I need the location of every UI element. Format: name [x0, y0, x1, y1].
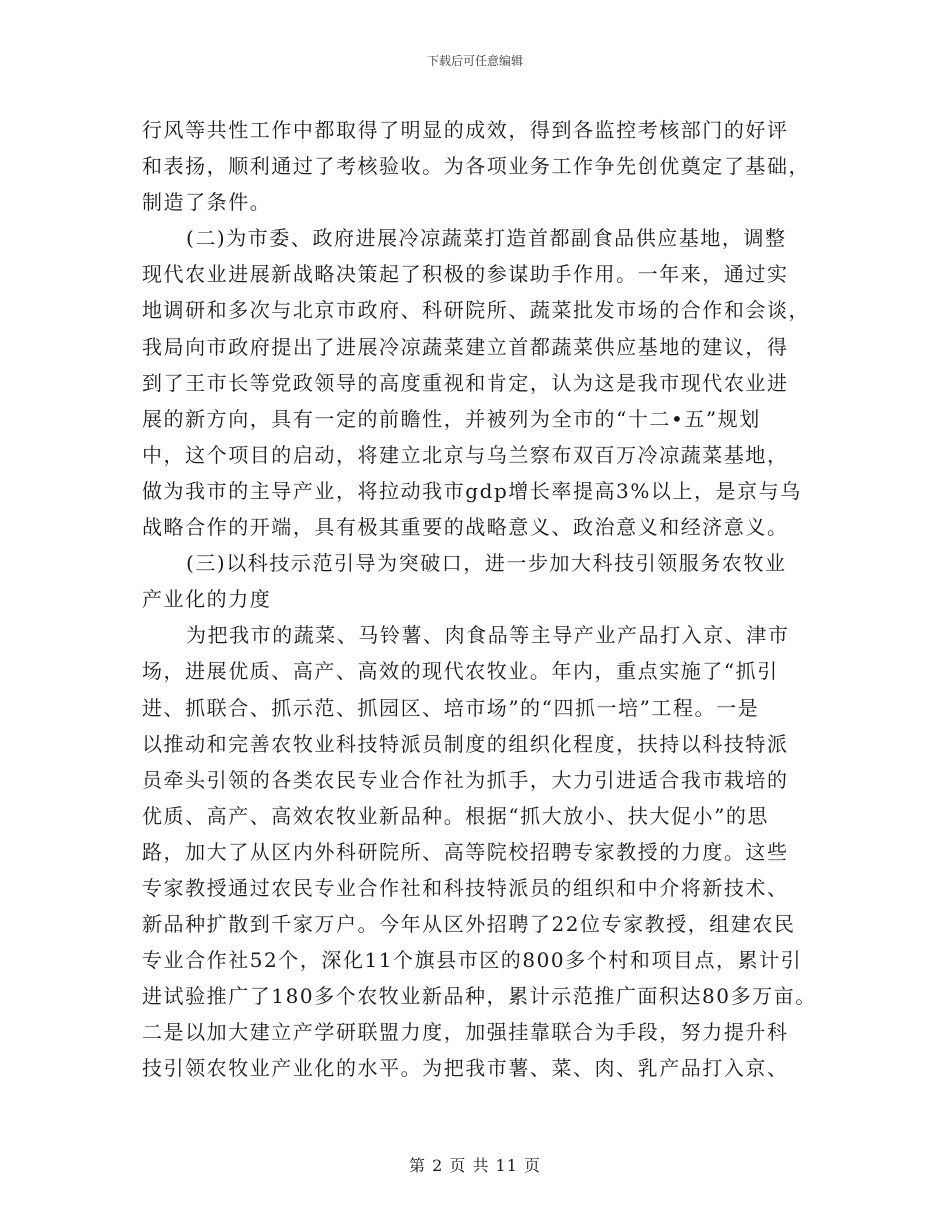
text-line: 战略合作的开端，具有极其重要的战略意义、政治意义和经济意义。: [142, 515, 789, 540]
text-line: (二)为市委、政府进展冷凉蔬菜打造首都副食品供应基地，调整: [186, 226, 787, 251]
text-line: (三)以科技示范引导为突破口，进一步加大科技引领服务农牧业: [186, 551, 787, 576]
text-line: 技引领农牧业产业化的水平。为把我市薯、菜、肉、乳产品打入京、: [142, 1056, 789, 1081]
text-line: 路，加大了从区内外科研院所、高等院校招聘专家教授的力度。这些: [142, 839, 789, 864]
text-line: 行风等共性工作中都取得了明显的成效，得到各监控考核部门的好评: [142, 118, 789, 142]
text-line: 专家教授通过农民专业合作社和科技特派员的组织和中介将新技术、: [142, 875, 789, 900]
text-line: 我局向市政府提出了进展冷凉蔬菜建立首都蔬菜供应基地的建议，得: [142, 334, 789, 359]
text-line: 二是以加大建立产学研联盟力度，加强挂靠联合为手段，努力提升科: [142, 1020, 789, 1045]
text-line: 展的新方向，具有一定的前瞻性，并被列为全市的“十二•五”规划: [142, 406, 761, 431]
text-line: 优质、高产、高效农牧业新品种。根据“抓大放小、扶大促小”的思: [142, 803, 769, 828]
text-line: 产业化的力度: [142, 587, 272, 612]
text-line: 做为我市的主导产业，将拉动我市gdp增长率提高3%以上，是京与乌: [142, 478, 802, 503]
text-line: 和表扬，顺利通过了考核验收。为各项业务工作争先创优奠定了基础，: [142, 154, 811, 179]
text-line: 地调研和多次与北京市政府、科研院所、蔬菜批发市场的合作和会谈，: [142, 298, 811, 323]
text-line: 到了王市长等党政领导的高度重视和肯定，认为这是我市现代农业进: [142, 370, 789, 395]
text-line: 以推动和完善农牧业科技特派员制度的组织化程度，扶持以科技特派: [142, 731, 789, 756]
page-number-footer: 第 2 页 共 11 页: [409, 1156, 541, 1175]
text-line: 现代农业进展新战略决策起了积极的参谋助手作用。一年来，通过实: [142, 262, 789, 287]
text-line: 制造了条件。: [142, 190, 272, 215]
text-line: 进试验推广了180多个农牧业新品种，累计示范推广面积达80多万亩。: [142, 984, 817, 1009]
text-line: 中，这个项目的启动，将建立北京与乌兰察布双百万冷凉蔬菜基地，: [142, 442, 789, 467]
text-line: 员牵头引领的各类农民专业合作社为抓手，大力引进适合我市栽培的: [142, 767, 789, 792]
document-body: [142, 112, 816, 1087]
text-line: 场，进展优质、高产、高效的现代农牧业。年内，重点实施了“抓引: [142, 659, 779, 684]
text-line: 专业合作社52个，深化11个旗县市区的800多个村和项目点，累计引: [142, 948, 803, 973]
text-line: 进、抓联合、抓示范、抓园区、培市场”的“四抓一培”工程。一是: [142, 695, 760, 720]
text-line: 为把我市的蔬菜、马铃薯、肉食品等主导产业产品打入京、津市: [186, 623, 790, 648]
page-header: 下载后可任意编辑: [426, 54, 523, 68]
text-line: 新品种扩散到千家万户。今年从区外招聘了22位专家教授，组建农民: [142, 912, 796, 937]
